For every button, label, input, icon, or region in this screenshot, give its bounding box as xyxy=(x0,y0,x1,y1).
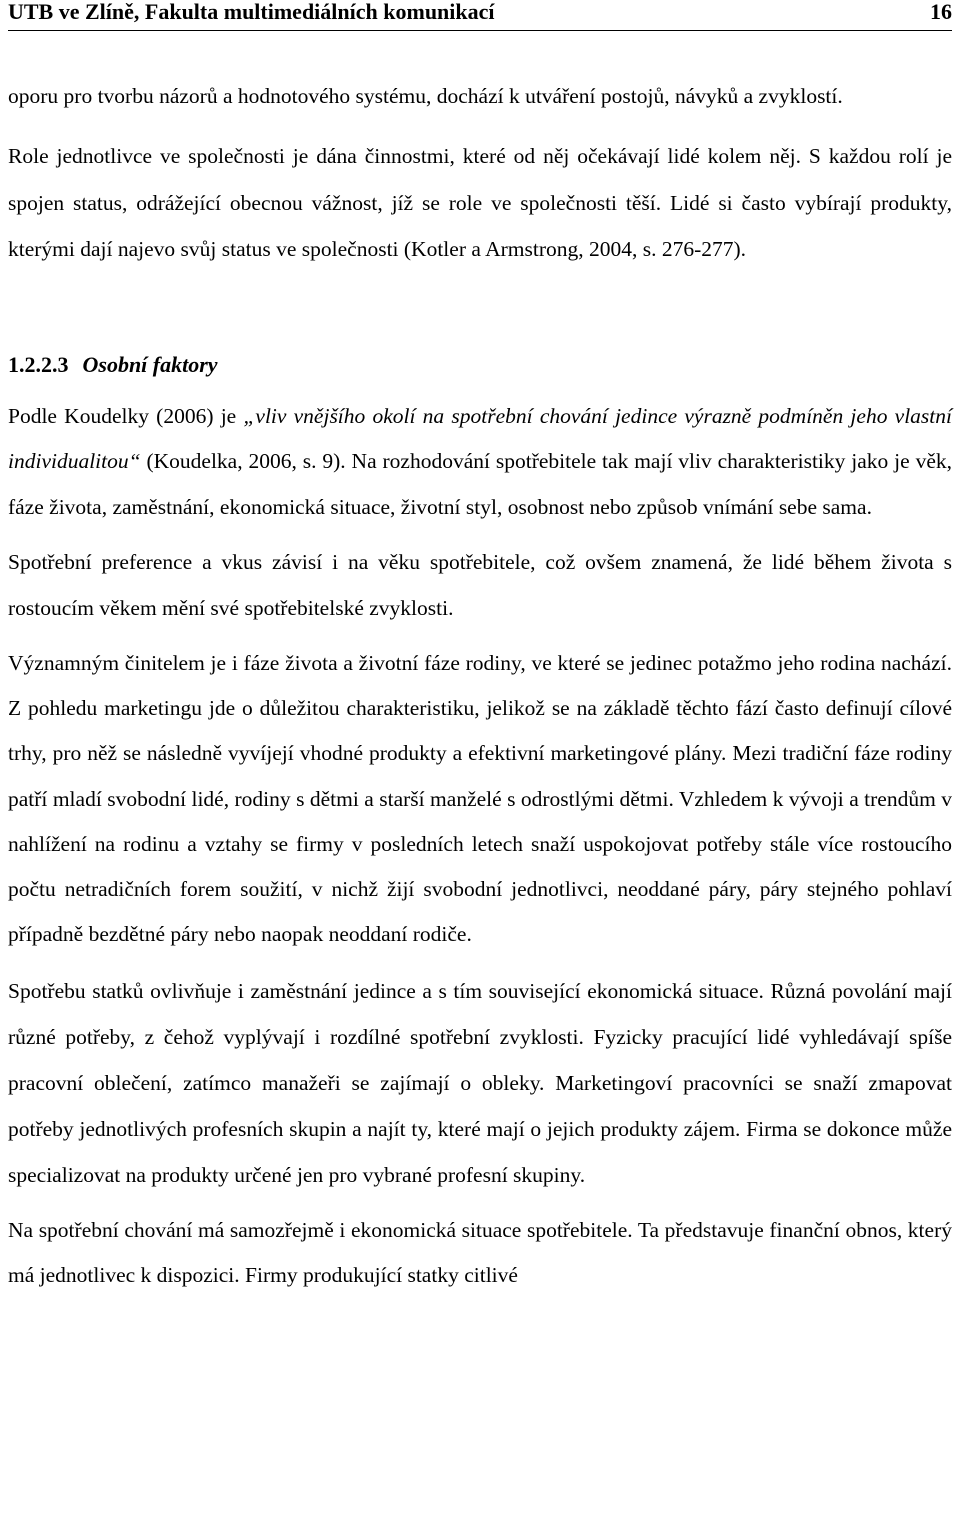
document-body xyxy=(8,74,952,1298)
page-number: 16 xyxy=(930,0,952,24)
paragraph-age: Spotřební preference a vkus závisí i na věku spotřebitele, což ovšem znamená, že lidé během života s rostoucím věkem mění své spotřebitelské zvyklosti. xyxy=(8,550,952,620)
section-number: 1.2.2.3 xyxy=(8,351,69,377)
paragraph-continuation: oporu pro tvorbu názorů a hodnotového systému, dochází k utváření postojů, návyků a zvyklostí. xyxy=(8,84,843,108)
paragraph-social-roles: Role jednotlivce ve společnosti je dána činnostmi, které od něj očekávají lidé kolem něj. S každou rolí je spojen status, odrážející obecnou vážnost, jíž se role ve společnosti těší. Lidé si často vybírají produkty, kterými dají najevo svůj status ve společnosti (Kotler a Armstrong, 2004, s. 276-277). xyxy=(8,144,952,261)
p3-quote: „vliv vnějšího okolí na spotřební chování jedince výrazně podmíněn jeho vlastní individualitou“ xyxy=(8,403,952,473)
p3-lead: Podle Koudelky (2006) je xyxy=(8,403,244,428)
paragraph-economic: Na spotřební chování má samozřejmě i ekonomická situace spotřebitele. Ta představuje finanční obnos, který má jednotlivec k dispozici. Firmy produkující statky citlivé xyxy=(8,1218,952,1288)
paragraph-koudelka xyxy=(8,394,952,531)
paragraph-life-stage: Významným činitelem je i fáze života a životní fáze rodiny, ve které se jedinec potažmo jeho rodina nachází. Z pohledu marketingu jde o důležitou charakteristiku, jelikož se na základě těchto fází často definují cílové trhy, pro něž se následně vyvíjejí vhodné produkty a efektivní marketingové plány. Mezi tradiční fáze rodiny patří mladí svobodní lidé, rodiny s dětmi a starší manželé s odrostlými dětmi. Vzhledem k vývoji a trendům v nahlížení na rodinu a vztahy se firmy v posledních letech snaží uspokojovat potřeby stále více rostoucího počtu netradičních forem soužití, v nichž žijí svobodní jednotlivci, neoddané páry, páry stejného pohlaví případně bezdětné páry nebo naopak neoddaní rodiče. xyxy=(8,651,952,947)
page-header xyxy=(8,0,952,31)
section-title: Osobní faktory xyxy=(82,351,218,377)
section-heading xyxy=(8,350,952,380)
header-title: UTB ve Zlíně, Fakulta multimediálních komunikací xyxy=(8,0,495,24)
paragraph-occupation: Spotřebu statků ovlivňuje i zaměstnání jedince a s tím související ekonomická situace. Různá povolání mají různé potřeby, z čehož vyplývají i rozdílné spotřební zvyklosti. Fyzicky pracující lidé vyhledávají spíše pracovní oblečení, zatímco manažeři se zajímají o obleky. Marketingoví pracovníci se snaží zmapovat potřeby jednotlivých profesních skupin a najít ty, které mají o jejich produkty zájem. Firma se dokonce může specializovat na produkty určené jen pro vybrané profesní skupiny. xyxy=(8,979,952,1188)
p3-tail: (Koudelka, 2006, s. 9). Na rozhodování spotřebitele tak mají vliv charakteristiky jako je věk, fáze života, zaměstnání, ekonomická situace, životní styl, osobnost nebo způsob vnímání sebe sama. xyxy=(8,449,952,519)
